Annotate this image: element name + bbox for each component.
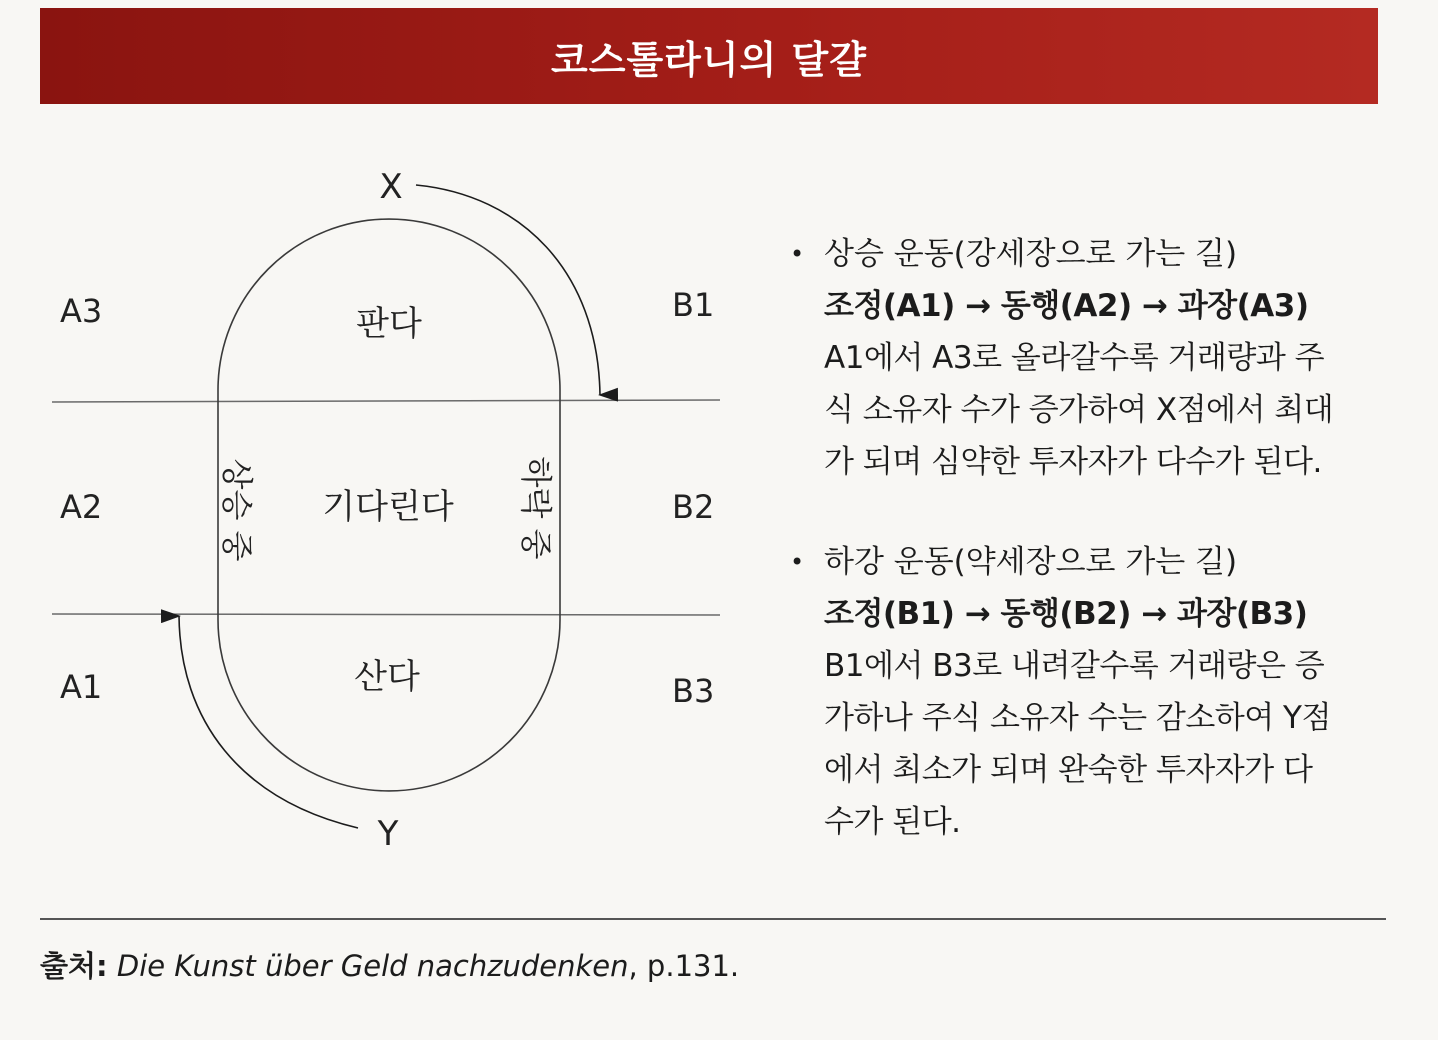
falling-heading: 하강 운동(약세장으로 가는 길)	[824, 544, 1238, 580]
upward-arrow	[179, 616, 358, 828]
kostolany-egg-diagram	[0, 0, 760, 900]
label-b1: B1	[672, 286, 715, 324]
source-citation	[40, 944, 739, 985]
rising-formula: 조정(A1) → 동행(A2) → 과장(A3)	[824, 288, 1309, 324]
bullet-icon: •	[790, 548, 805, 576]
point-x-label: X	[379, 167, 403, 207]
lower-divider-line	[52, 614, 720, 615]
footer-divider	[40, 918, 1386, 920]
label-b3: B3	[672, 672, 715, 710]
falling-formula: 조정(B1) → 동행(B2) → 과장(B3)	[824, 596, 1308, 632]
bullet-icon: •	[790, 240, 805, 268]
source-title: Die Kunst über Geld nachzudenken	[116, 949, 629, 983]
rising-desc-line-2: 식 소유자 수가 증가하여 X점에서 최대	[824, 392, 1334, 428]
falling-desc-line-4: 수가 된다.	[824, 804, 961, 840]
rising-desc-line-3: 가 되며 심약한 투자자가 다수가 된다.	[824, 444, 1322, 480]
falling-desc-line-1: B1에서 B3로 내려갈수록 거래량은 증	[824, 648, 1325, 684]
rising-heading: 상승 운동(강세장으로 가는 길)	[824, 236, 1238, 272]
rising-movement-note	[790, 228, 1390, 488]
rising-desc-line-1: A1에서 A3로 올라갈수록 거래량과 주	[824, 340, 1325, 376]
page-title: 코스톨라니의 달걀	[551, 37, 867, 82]
falling-movement-note	[790, 536, 1390, 848]
falling-label: 하락 중	[517, 456, 555, 560]
label-a3: A3	[60, 292, 103, 330]
downward-arrow	[416, 185, 600, 395]
zone-buy-label: 산다	[354, 657, 420, 697]
label-a2: A2	[60, 488, 103, 526]
falling-desc-line-3: 에서 최소가 되며 완숙한 투자자가 다	[824, 752, 1313, 788]
source-label: 출처:	[40, 949, 108, 983]
explanation-notes	[790, 228, 1390, 896]
source-page: , p.131.	[628, 949, 740, 983]
zone-wait-label: 기다린다	[322, 487, 454, 527]
zone-sell-label: 판다	[356, 304, 422, 344]
point-y-label: Y	[377, 814, 399, 854]
upper-divider-line	[52, 400, 720, 402]
falling-desc-line-2: 가하나 주식 소유자 수는 감소하여 Y점	[824, 700, 1331, 736]
rising-label: 상승 중	[218, 458, 256, 562]
label-b2: B2	[672, 488, 715, 526]
label-a1: A1	[60, 668, 103, 706]
